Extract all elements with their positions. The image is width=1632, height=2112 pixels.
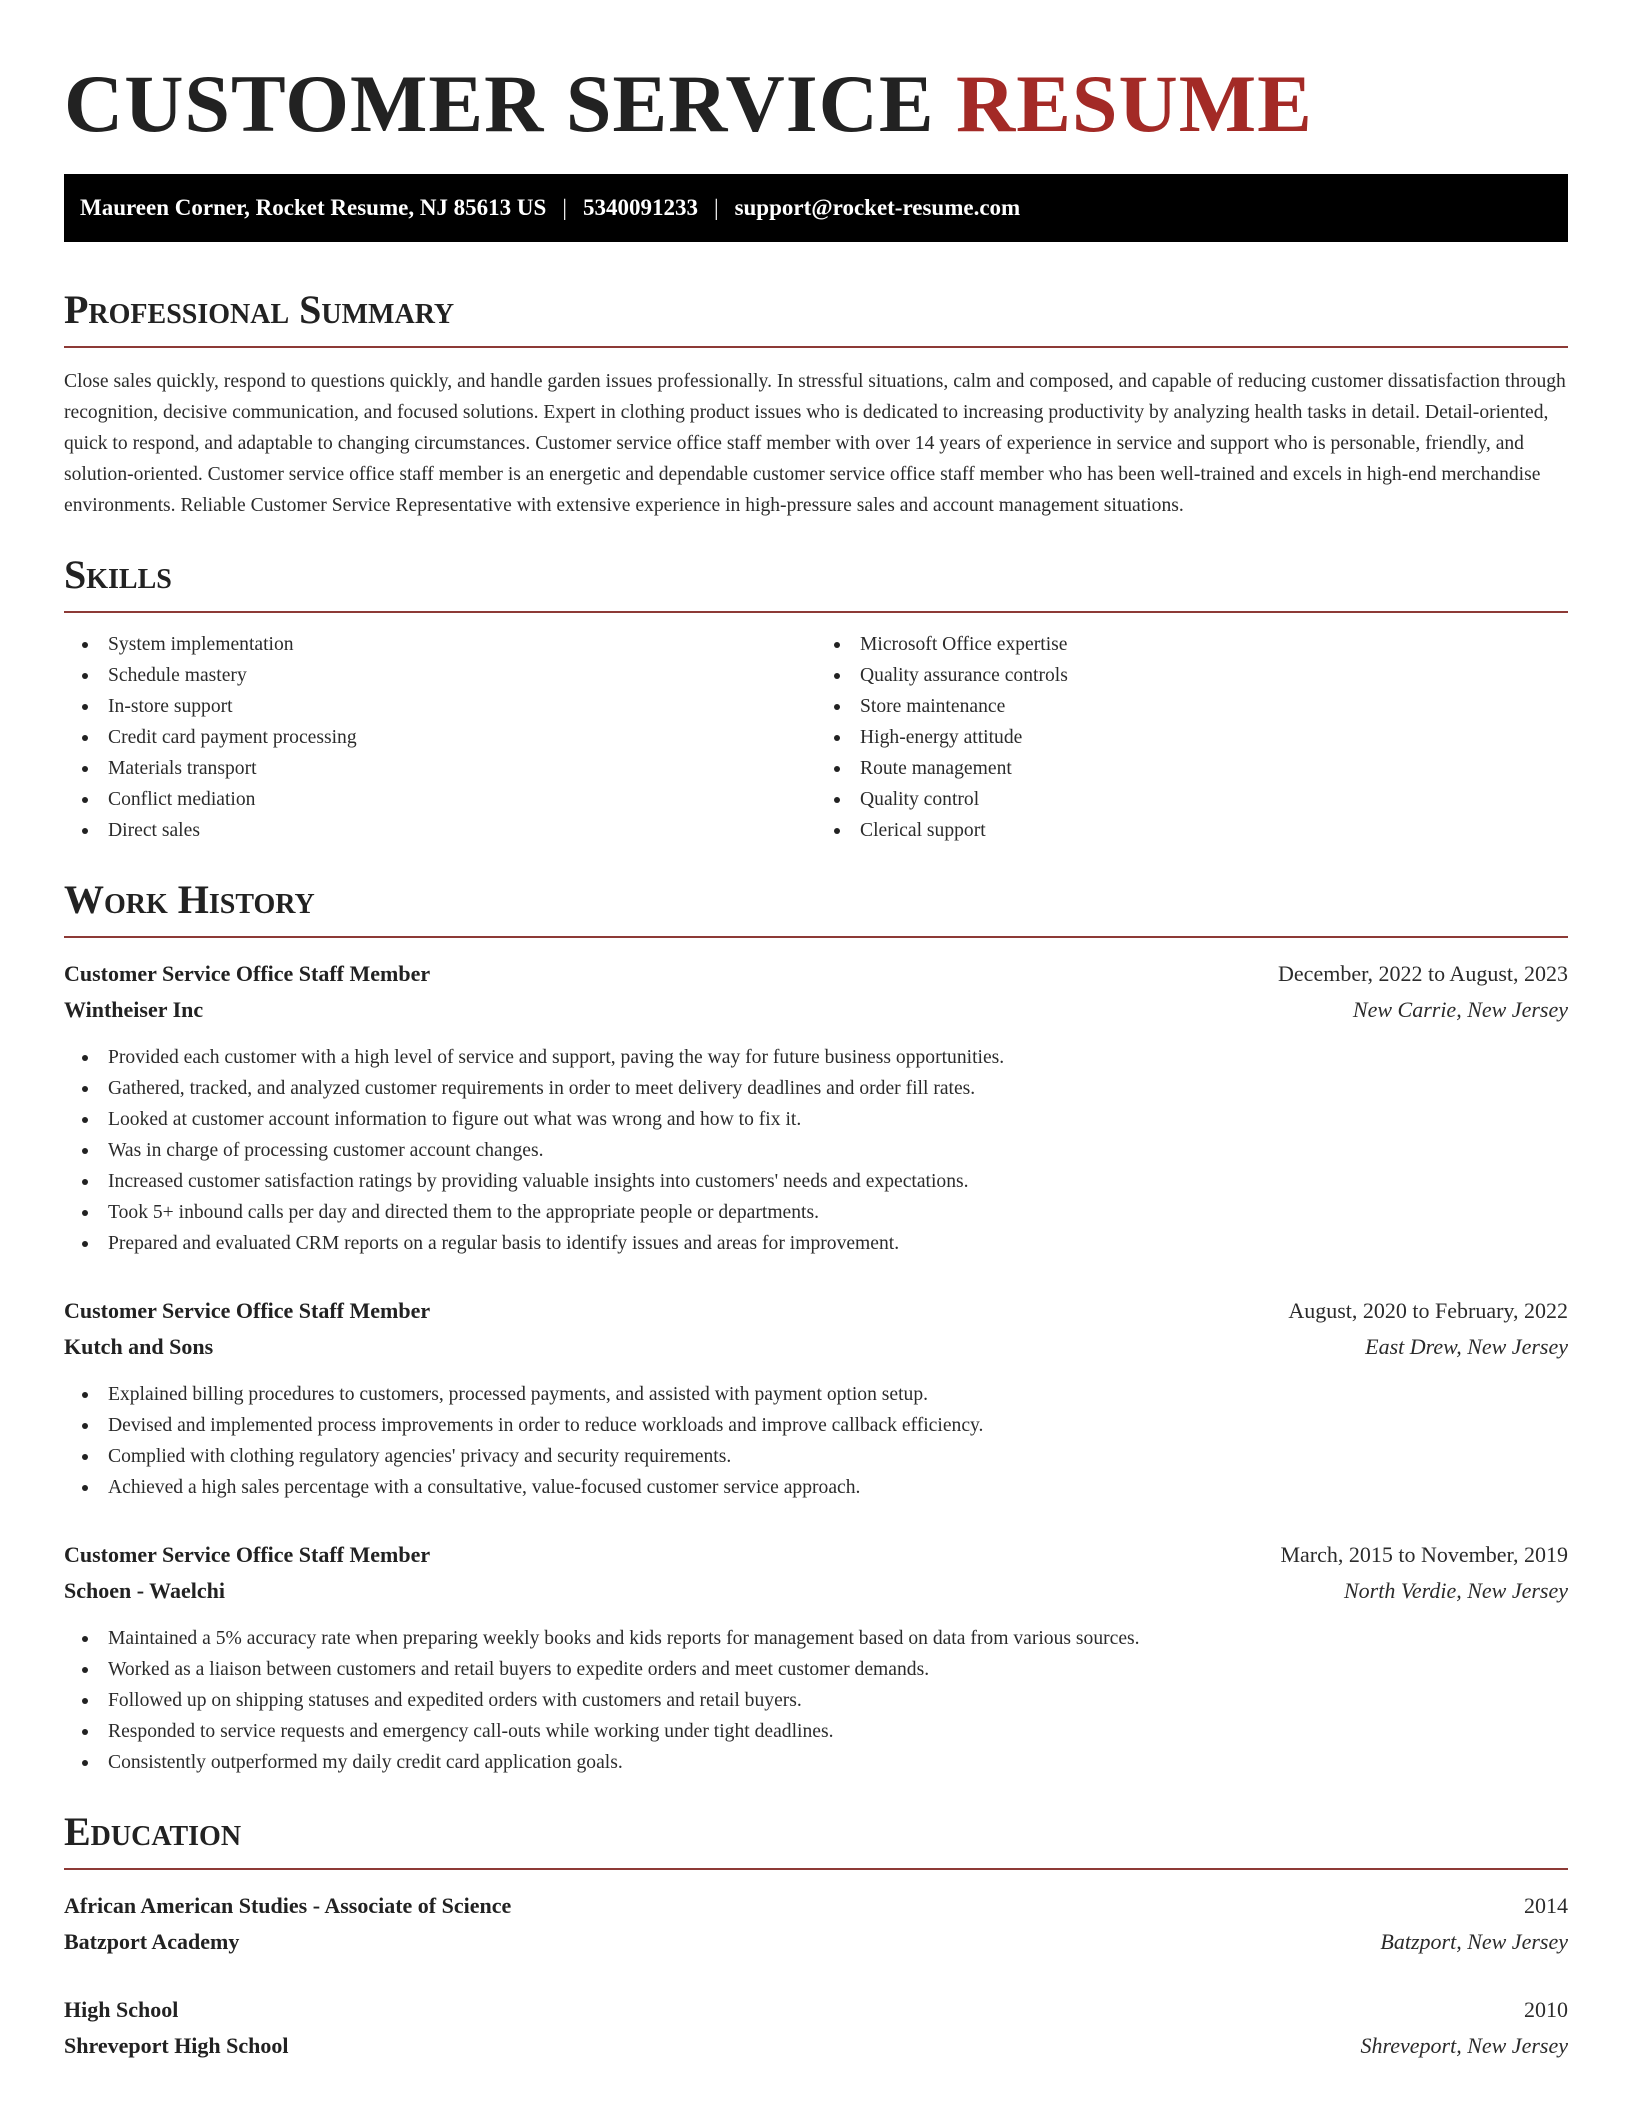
job-company: Kutch and Sons [64, 1334, 214, 1359]
skill-item: Clerical support [816, 815, 1568, 846]
job-header-row [64, 956, 1568, 992]
resume-title [64, 58, 1568, 150]
skill-item: Microsoft Office expertise [816, 629, 1568, 660]
job-bullet: Consistently outperformed my daily credit card application goals. [64, 1747, 1568, 1778]
job-location: New Carrie, New Jersey [1352, 997, 1568, 1022]
work-history-section [64, 876, 1568, 1778]
summary-section [64, 286, 1568, 521]
job-bullet: Maintained a 5% accuracy rate when preparing weekly books and kids reports for management based on data from various sources. [64, 1623, 1568, 1654]
skills-grid [64, 629, 1568, 846]
education-year: 2014 [1524, 1893, 1568, 1918]
skill-item: In-store support [64, 691, 816, 722]
job-company-row [64, 1329, 1568, 1365]
job-entry [64, 956, 1568, 1259]
summary-heading: Professional Summary [64, 286, 1568, 348]
education-year: 2010 [1524, 1997, 1568, 2022]
education-school: Shreveport High School [64, 2033, 289, 2058]
job-company-row [64, 1573, 1568, 1609]
contact-separator: | [562, 195, 567, 220]
job-dates: December, 2022 to August, 2023 [1278, 961, 1568, 986]
education-heading: Education [64, 1808, 1568, 1870]
skills-section [64, 551, 1568, 846]
job-location: East Drew, New Jersey [1365, 1334, 1568, 1359]
skill-item: Quality assurance controls [816, 660, 1568, 691]
skill-item: Route management [816, 753, 1568, 784]
job-bullet: Looked at customer account information to figure out what was wrong and how to fix it. [64, 1104, 1568, 1135]
job-entry [64, 1293, 1568, 1503]
contact-bar [64, 174, 1568, 242]
education-degree: High School [64, 1997, 179, 2022]
skill-item: Direct sales [64, 815, 816, 846]
contact-phone[interactable]: 5340091233 [582, 195, 698, 220]
skill-item: System implementation [64, 629, 816, 660]
education-school-row [64, 1924, 1568, 1960]
education-location: Batzport, New Jersey [1380, 1929, 1568, 1954]
job-bullet: Worked as a liaison between customers and retail buyers to expedite orders and meet customer demands. [64, 1654, 1568, 1685]
job-title: Customer Service Office Staff Member [64, 1542, 431, 1567]
job-bullet: Responded to service requests and emergency call-outs while working under tight deadlines. [64, 1716, 1568, 1747]
job-bullet: Gathered, tracked, and analyzed customer requirements in order to meet delivery deadlines and order fill rates. [64, 1073, 1568, 1104]
job-company: Schoen - Waelchi [64, 1578, 225, 1603]
job-bullet: Was in charge of processing customer account changes. [64, 1135, 1568, 1166]
contact-separator: | [713, 195, 719, 220]
skill-item: High-energy attitude [816, 722, 1568, 753]
job-company: Wintheiser Inc [64, 997, 204, 1022]
education-degree: African American Studies - Associate of Science [64, 1893, 512, 1918]
education-school: Batzport Academy [64, 1929, 240, 1954]
job-title: Customer Service Office Staff Member [64, 1298, 431, 1323]
contact-email[interactable]: support@rocket-resume.com [734, 195, 1021, 220]
summary-text: Close sales quickly, respond to questions quickly, and handle garden issues professionally. In stressful situations, calm and composed, and capable of reducing customer dissatisfaction through recognition, decisive communication, and focused solutions. Expert in clothing product issues who is dedicated to increasing productivity by analyzing health tasks in detail. Detail-oriented, quick to respond, and adaptable to changing circumstances. Customer service office staff member with over 14 years of experience in service and support who is personable, friendly, and solution-oriented. Customer service office staff member is an energetic and dependable customer service office staff member who has been well-trained and excels in high-end merchandise environments. Reliable Customer Service Representative with extensive experience in high-pressure sales and account management situations. [64, 371, 1566, 516]
job-bullet: Explained billing procedures to customers, processed payments, and assisted with payment option setup. [64, 1379, 1568, 1410]
job-bullets [64, 1042, 1568, 1259]
skill-item: Quality control [816, 784, 1568, 815]
job-company-row [64, 992, 1568, 1028]
skill-item: Schedule mastery [64, 660, 816, 691]
job-bullet: Took 5+ inbound calls per day and directed them to the appropriate people or departments. [64, 1197, 1568, 1228]
job-dates: August, 2020 to February, 2022 [1288, 1298, 1568, 1323]
education-section [64, 1808, 1568, 2064]
job-bullets [64, 1379, 1568, 1503]
job-title: Customer Service Office Staff Member [64, 961, 431, 986]
skill-item: Credit card payment processing [64, 722, 816, 753]
contact-address: Maureen Corner, Rocket Resume, NJ 85613 US [80, 195, 547, 220]
job-bullet: Devised and implemented process improvements in order to reduce workloads and improve callback efficiency. [64, 1410, 1568, 1441]
education-header-row [64, 1888, 1568, 1924]
job-bullet: Provided each customer with a high level of service and support, paving the way for future business opportunities. [64, 1042, 1568, 1073]
job-header-row [64, 1537, 1568, 1573]
job-dates: March, 2015 to November, 2019 [1280, 1542, 1568, 1567]
skill-item: Conflict mediation [64, 784, 816, 815]
education-location: Shreveport, New Jersey [1360, 2033, 1568, 2058]
job-bullet: Followed up on shipping statuses and expedited orders with customers and retail buyers. [64, 1685, 1568, 1716]
job-entry [64, 1537, 1568, 1778]
job-bullets [64, 1623, 1568, 1778]
education-entry [64, 1992, 1568, 2064]
education-school-row [64, 2028, 1568, 2064]
education-entry [64, 1888, 1568, 1960]
job-location: North Verdie, New Jersey [1343, 1578, 1568, 1603]
skills-list-left [64, 629, 816, 846]
job-bullet: Increased customer satisfaction ratings by providing valuable insights into customers' needs and expectations. [64, 1166, 1568, 1197]
skills-list-right [816, 629, 1568, 846]
skill-item: Store maintenance [816, 691, 1568, 722]
title-main: CUSTOMER SERVICE [64, 58, 935, 149]
work-history-heading: Work History [64, 876, 1568, 938]
job-bullet: Achieved a high sales percentage with a consultative, value-focused customer service approach. [64, 1472, 1568, 1503]
job-bullet: Prepared and evaluated CRM reports on a regular basis to identify issues and areas for improvement. [64, 1228, 1568, 1259]
title-accent: RESUME [956, 58, 1313, 149]
job-bullet: Complied with clothing regulatory agencies' privacy and security requirements. [64, 1441, 1568, 1472]
job-header-row [64, 1293, 1568, 1329]
skill-item: Materials transport [64, 753, 816, 784]
skills-heading: Skills [64, 551, 1568, 613]
education-header-row [64, 1992, 1568, 2028]
